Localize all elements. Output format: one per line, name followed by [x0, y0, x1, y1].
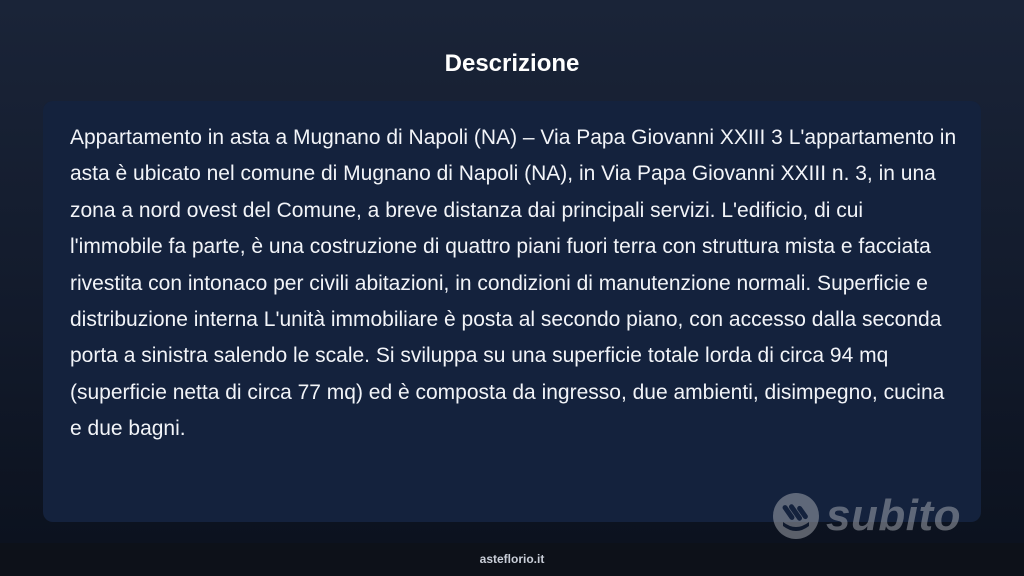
footer-site-label: asteflorio.it — [479, 552, 545, 566]
page-title: Descrizione — [444, 50, 580, 77]
subito-watermark — [772, 492, 972, 544]
subito-logo-icon — [772, 492, 820, 540]
description-card — [43, 101, 981, 522]
subito-wordmark: subito — [826, 491, 961, 540]
description-text: Appartamento in asta a Mugnano di Napoli (NA) – Via Papa Giovanni XXIII 3 L'appartamento in asta è ubicato nel comune di Mugnano di Napoli (NA), in Via Papa Giovanni XXIII n. 3, in una zona a nord ovest del Comune, a breve distanza dai principali servizi. L'edificio, di cui l'immobile fa parte, è una costruzione di quattro piani fuori terra con struttura mista e facciata rivestita con intonaco per civili abitazioni, in condizioni di manutenzione normali. Superficie e distribuzione interna L'unità immobiliare è posta al secondo piano, con accesso dalla seconda porta a sinistra salendo le scale. Si sviluppa su una superficie totale lorda di circa 94 mq (superficie netta di circa 77 mq) ed è composta da ingresso, due ambienti, disimpegno, cucina e due bagni. — [70, 126, 957, 441]
